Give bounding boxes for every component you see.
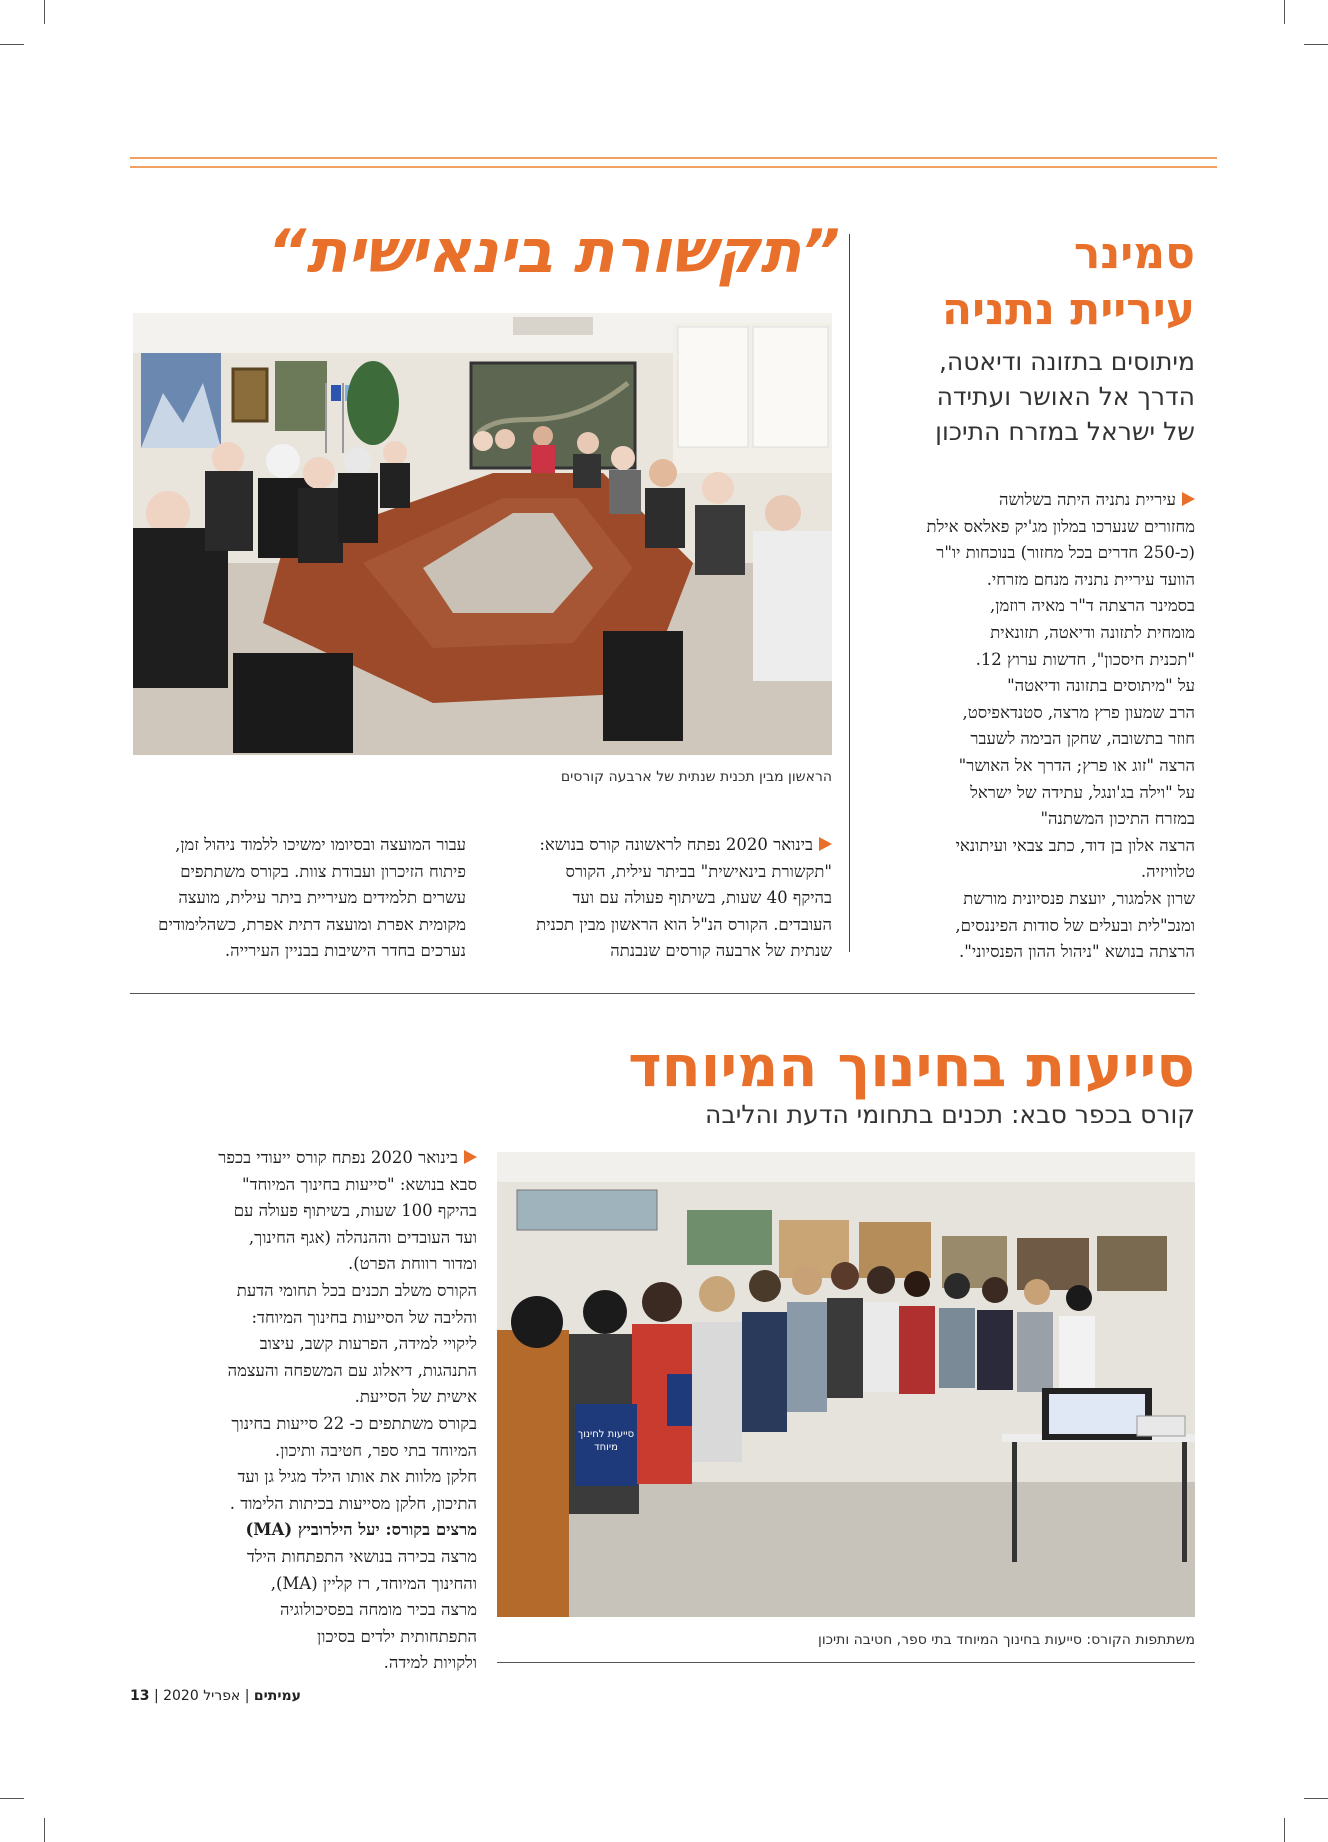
body-line: מומחית לתזונה ודיאטה, תזונאית	[990, 622, 1195, 642]
classroom-photo	[497, 1152, 1195, 1617]
body-line: (כ-250 חדרים בכל מחזור) בנוכחות יו"ר	[936, 543, 1195, 563]
seminar-body	[862, 487, 1195, 966]
body-line: מרצה בכיר מומחה בפסיכולוגיה	[279, 1600, 477, 1620]
body-line: התנהגות, דיאלוג עם המשפחה והעצמה	[227, 1360, 477, 1380]
top-photo-caption: הראשון מבין תכנית שנתית של ארבעה קורסים	[560, 769, 832, 785]
body-line: "תקשורת בינאישית" בביתר עילית, הקורס	[565, 861, 832, 881]
body-line: העובדים. הקורס הנ"ל הוא הראשון מבין תכנית	[536, 914, 832, 934]
subtitle-line: של ישראל במזרח התיכון	[935, 417, 1195, 446]
body-line: אישית של הסייעת.	[354, 1387, 477, 1407]
body-line: במזרח התיכון המשתנה"	[1040, 809, 1195, 829]
body-line: שנתית של ארבעה קורסים שנבנתה	[610, 941, 832, 961]
body-line: עשרים תלמידים מעיריית ביתר עילית, מועצה	[178, 888, 466, 908]
footer-brand: עמיתים	[253, 1688, 301, 1704]
body-line: מחזורים שנערכו במלון מג'יק פאלאס אילת	[926, 516, 1195, 536]
body-line: פיתוח הזיכרון ועבודת צוות. בקורס משתתפים	[180, 861, 466, 881]
footer-separator: |	[244, 1688, 250, 1704]
body-line: בהיקף 40 שעות, בשיתוף פעולה עם ועד	[572, 888, 832, 908]
body-line: סבא בנושא: "סייעות בחינוך המיוחד"	[242, 1174, 477, 1194]
body-line: הקורס משלב תכנים בכל תחומי הדעת	[236, 1280, 477, 1300]
body-line: הוועד עיריית נתניה מנחם מזרחי.	[986, 569, 1195, 589]
meeting-room-illustration	[133, 313, 832, 755]
crop-mark	[0, 1798, 24, 1799]
course-text-col-right	[490, 832, 832, 965]
body-line: בינואר 2020 נפתח קורס ייעודי בכפר	[140, 1145, 477, 1172]
section-title: סייעות בחינוך המיוחד	[628, 1034, 1195, 1100]
crop-mark	[0, 44, 24, 45]
body-line: הרצה אלון בן דוד, כתב צבאי ועיתונאי	[955, 835, 1195, 855]
header-rule	[130, 157, 1217, 159]
body-line: ומנכ"לית ובעלים של סודות הפיננסים,	[955, 915, 1195, 935]
body-line: עיריית נתניה היתה בשלושה	[862, 487, 1195, 514]
body-line: מרצה בכירה בנושאי התפתחות הילד	[246, 1546, 477, 1566]
subtitle-line: מיתוסים בתזונה ודיאטה,	[938, 347, 1195, 376]
course-book: סייעות לחינוך מיוחד	[575, 1404, 637, 1486]
body-line: עבור המועצה ובסיומו ימשיכו ללמוד ניהול זמן,	[175, 835, 466, 854]
body-line: ועד העובדים וההנהלה (אגף החינוך,	[248, 1227, 477, 1247]
body-line: והליבה של הסייעות בחינוך המיוחד:	[251, 1307, 477, 1327]
body-line: בהיקף 100 שעות, בשיתוף פעולה עם	[233, 1201, 477, 1221]
seminar-title	[880, 226, 1195, 338]
column-divider	[849, 234, 850, 952]
seminar-title-line2: עיריית נתניה	[941, 284, 1195, 335]
body-line: נערכים בחדר הישיבות בבניין העירייה.	[224, 941, 466, 961]
course-text-col-left	[120, 832, 466, 965]
body-line: בסמינר הרצתה ד"ר מאיה רוזמן,	[990, 596, 1195, 616]
crop-mark	[1284, 0, 1285, 24]
crop-mark	[44, 1818, 45, 1842]
special-ed-body	[140, 1145, 477, 1677]
footer-date: אפריל 2020	[163, 1688, 241, 1704]
section-subtitle: קורס בכפר סבא: תכנים בתחומי הדעת והליבה	[704, 1100, 1195, 1129]
body-line: התיכון, חלקן מסייעות בכיתות הלימוד .	[229, 1493, 477, 1513]
body-line: ליקויי למידה, הפרעות קשב, עיצוב	[259, 1334, 477, 1354]
page-footer	[130, 1688, 301, 1704]
body-line: המיוחד בתי ספר, חטיבה ותיכון.	[274, 1440, 477, 1460]
classroom-illustration	[497, 1152, 1195, 1617]
article-title: ”תקשורת בינאישית“	[267, 217, 840, 287]
body-line: ומדור רווחת הפרט).	[347, 1254, 477, 1274]
body-line: הרצתה בנושא "ניהול ההון הפנסיוני".	[959, 942, 1195, 962]
body-line: ולקויות למידה.	[383, 1653, 477, 1673]
body-line: והחינוך המיוחד, רז קליין (MA),	[270, 1573, 477, 1593]
body-line: "תכנית חיסכון", חדשות ערוץ 12.	[975, 649, 1195, 669]
body-line: על "וילה בג'ונגל, עתידה של ישראל	[970, 782, 1195, 802]
footer-separator: |	[153, 1688, 159, 1704]
photo-underline	[497, 1662, 1195, 1663]
meeting-room-photo	[133, 313, 832, 755]
body-line: התפתחותית ילדים בסיכון	[317, 1626, 477, 1646]
body-line: בקורס משתתפים כ- 22 סייעות בחינוך	[231, 1413, 477, 1433]
bullet-icon	[1182, 492, 1195, 506]
body-line: מרצים בקורס: יעל הילרוביץ (MA)	[245, 1520, 477, 1540]
bullet-icon	[819, 837, 832, 851]
section-divider	[130, 993, 1195, 994]
bottom-photo-caption: משתתפות הקורס: סייעות בחינוך המיוחד בתי ספר, חטיבה ותיכון	[818, 1632, 1195, 1648]
page-number: 13	[130, 1688, 150, 1704]
crop-mark	[1304, 44, 1328, 45]
seminar-subtitle	[880, 344, 1195, 449]
body-line: בינואר 2020 נפתח לראשונה קורס בנושא:	[490, 832, 832, 859]
body-line: הרב שמעון פרץ מרצה, סטנדאפיסט,	[962, 702, 1195, 722]
bullet-icon	[464, 1150, 477, 1164]
subtitle-line: הדרך אל האושר ועתידה	[936, 382, 1195, 411]
body-line: הרצה "זוג או פרץ; הדרך אל האושר"	[958, 755, 1195, 775]
crop-mark	[44, 0, 45, 24]
body-line: מקומית אפרת ומועצה דתית אפרת, כשהלימודים	[158, 914, 466, 934]
body-line: על "מיתוסים בתזונה ודיאטה"	[1007, 676, 1195, 696]
crop-mark	[1304, 1798, 1328, 1799]
body-line: חוזר בתשובה, שחקן הבימה לשעבר	[970, 729, 1195, 749]
body-line: שרון אלמגור, יועצת פנסיונית מורשת	[963, 888, 1195, 908]
crop-mark	[1284, 1818, 1285, 1842]
header-rule	[130, 166, 1217, 168]
seminar-title-line1: סמינר	[1073, 228, 1195, 279]
body-line: חלקן מלוות את אותו הילד מגיל גן ועד	[237, 1467, 477, 1487]
body-line: טלוויזיה.	[1140, 862, 1195, 882]
